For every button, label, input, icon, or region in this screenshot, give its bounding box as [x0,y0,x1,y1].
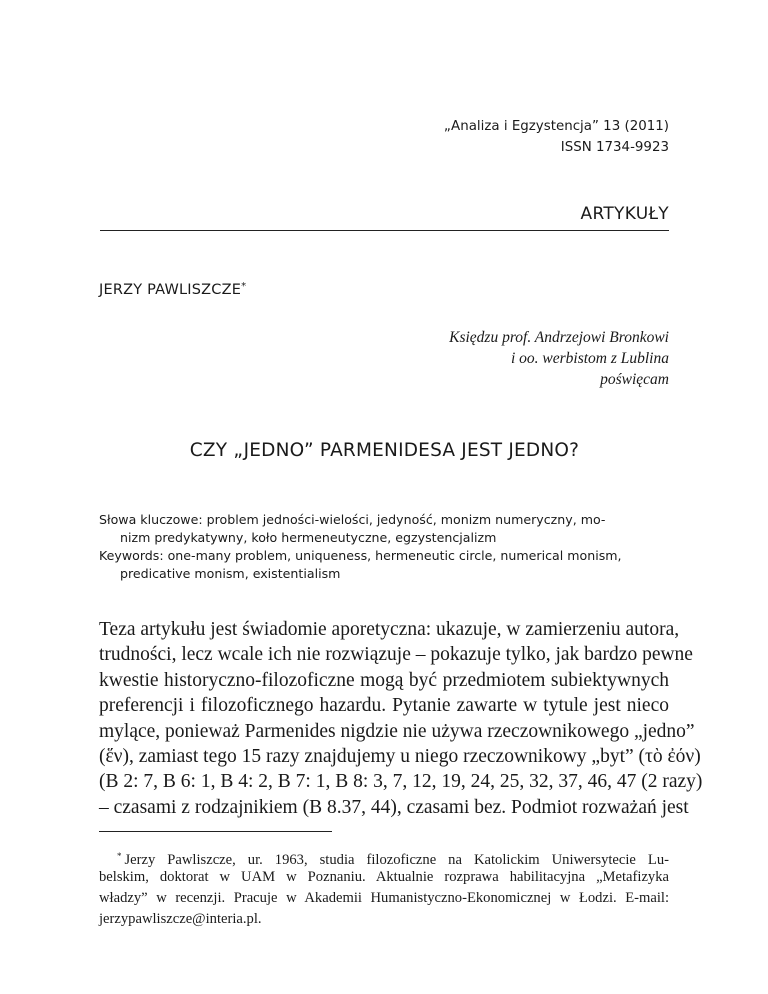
footnote-mark: * [117,851,122,861]
author-name-text: JERZY PAWLISZCZE [99,282,242,298]
body-line: kwestie historyczno-filozoficzne mogą być przedmiotem subiektywnych [99,669,669,691]
keywords-polish [99,511,690,547]
keywords-polish-line: Słowa kluczowe: problem jedności-wielości, jedyność, monizm numeryczny, mo- [99,512,606,527]
issn-number: ISSN 1734-9923 [560,140,669,155]
dedication-line: poświęcam [600,371,669,388]
keywords-polish-line: nizm predykatywny, koło hermeneutyczne, egzystencjalizm [120,530,497,545]
section-heading: ARTYKUŁY [580,204,669,224]
keywords-english-line: predicative monism, existentialism [120,566,341,581]
body-line: (ἕν), zamiast tego 15 razy znajdujemy u niego rzeczownikowy „byt” (τὸ ἐόν) [99,745,701,767]
footnote-line [99,846,669,867]
journal-citation: „Analiza i Egzystencja” 13 (2011) [443,119,669,134]
body-line: mylące, ponieważ Parmenides nigdzie nie używa rzeczownikowego „jedno” [99,720,695,742]
keywords-english [99,547,690,583]
footnote-line: władzy” w recenzji. Pracuje w Akademii Humanistyczno-Ekonomicznej w Łodzi. E-mail: [99,890,669,906]
footnote-line: jerzypawliszcze@interia.pl. [99,911,262,927]
footnote-text: Jerzy Pawliszcze, ur. 1963, studia filozoficzne na Katolickim Uniwersytecie Lu- [124,852,669,868]
dedication-line: Księdzu prof. Andrzejowi Bronkowi [449,329,669,346]
footnote [99,846,669,930]
footnote-divider [99,831,332,832]
section-divider [100,230,669,231]
body-line: – czasami z rodzajnikiem (B 8.37, 44), czasami bez. Podmiot rozważań jest [99,796,689,818]
dedication [300,327,669,390]
body-line: Teza artykułu jest świadomie aporetyczna: ukazuje, w zamierzeniu autora, [99,619,680,640]
article-title: CZY „JEDNO” PARMENIDESA JEST JEDNO? [189,440,580,461]
body-line: preferencji i filozoficznego hazardu. Pytanie zawarte w tytule jest nieco [99,695,669,717]
body-line: (B 2: 7, B 6: 1, B 4: 2, B 7: 1, B 8: 3, 7, 12, 19, 24, 25, 32, 37, 46, 47 (2 razy) [99,771,703,793]
article-body [99,617,703,820]
author-footnote-mark[interactable]: * [241,281,247,292]
body-line: trudności, lecz wcale ich nie rozwiązuje – pokazuje tylko, jak bardzo pewne [99,644,693,666]
journal-header [300,116,669,158]
author-name [99,281,246,298]
keywords-english-line: Keywords: one-many problem, uniqueness, hermeneutic circle, numerical monism, [99,548,622,563]
dedication-line: i oo. werbistom z Lublina [510,350,669,367]
footnote-line: belskim, doktorat w UAM w Poznaniu. Aktualnie rozprawa habilitacyjna „Metafizyka [99,869,669,885]
